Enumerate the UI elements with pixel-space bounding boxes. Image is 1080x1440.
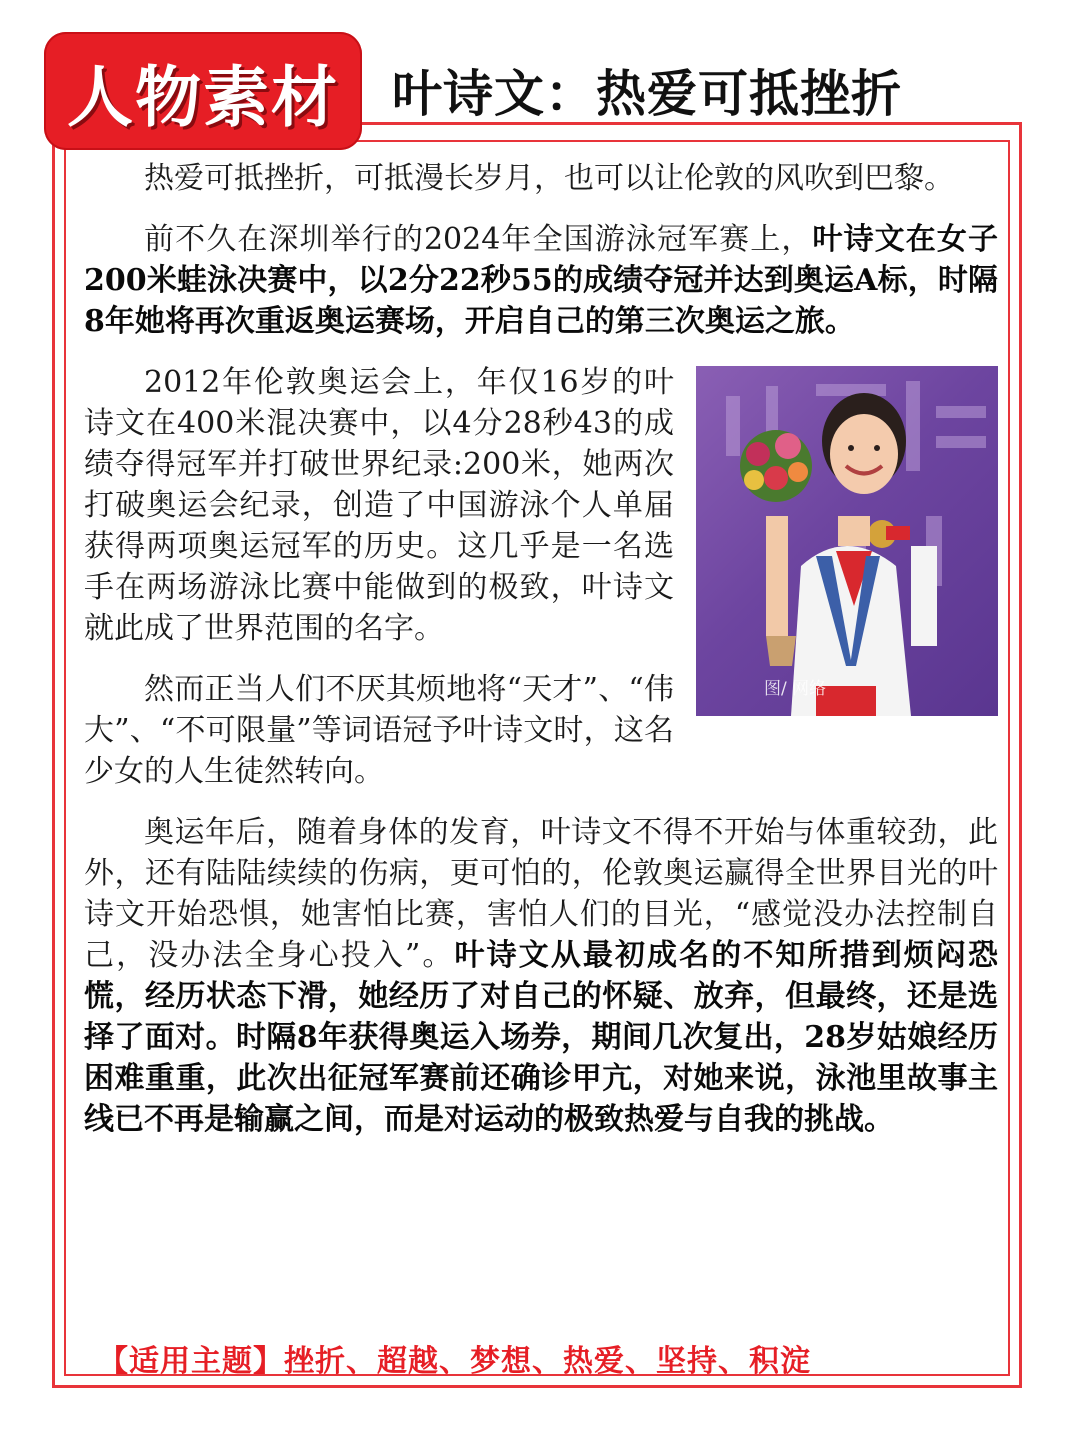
category-tag — [44, 32, 362, 150]
athlete-photo-illustration — [696, 366, 998, 716]
paragraph-4: 然而正当人们不厌其烦地将“天才”、“伟大”、“不可限量”等词语冠予叶诗文时，这名少女的人生徒然转向。 — [84, 672, 674, 789]
paragraph-2-bold: 叶诗文在女子200米蛙泳决赛中，以2分22秒55的成绩夺冠并达到奥运A标，时隔8年她将再次重返奥运赛场，开启自己的第三次奥运之旅。 — [84, 222, 998, 339]
paragraph-3-text: 2012年伦敦奥运会上，年仅16岁的叶诗文在400米混决赛中，以4分28秒43的成绩夺得冠军并打破世界纪录:200米，她两次打破奥运会纪录，创造了中国游泳个人单届获得两项奥运冠军的历史。这几乎是一名选手在两场游泳比赛中能做到的极致，叶诗文就此成了世界范围的名字。 — [84, 365, 674, 646]
paragraph-5 — [84, 812, 998, 1140]
paragraph-3 — [84, 362, 998, 699]
athlete-photo — [696, 366, 998, 716]
paragraph-1: 热爱可抵挫折，可抵漫长岁月，也可以让伦敦的风吹到巴黎。 — [144, 161, 954, 196]
page-title: 叶诗文：热爱可抵挫折 — [392, 65, 902, 123]
paragraph-2-text: 前不久在深圳举行的2024年全国游泳冠军赛上， — [144, 222, 813, 257]
category-tag-label: 人物素材 — [67, 58, 339, 136]
article-body — [84, 158, 998, 1140]
paragraph-5-bold: 叶诗文从最初成名的不知所措到烦闷恐慌，经历状态下滑，她经历了对自己的怀疑、放弃，但最终，还是选择了面对。时隔8年获得奥运入场券，期间几次复出，28岁姑娘经历困难重重，此次出征冠军赛前还确诊甲亢，对她来说，泳池里故事主线已不再是输赢之间，而是对运动的极致热爱与自我的挑战。 — [84, 938, 999, 1137]
paragraph-2 — [84, 219, 998, 342]
paragraph-5-text: 奥运年后，随着身体的发育，叶诗文不得不开始与体重较劲，此外，还有陆陆续续的伤病，更可怕的，伦敦奥运赢得全世界目光的叶诗文开始恐惧，她害怕比赛，害怕人们的目光，“感觉没办法控制自己，没办法全身心投入”。 — [84, 815, 998, 973]
photo-credit: 图/ 网络 — [764, 679, 827, 699]
applicable-themes: 【适用主题】挫折、超越、梦想、热爱、坚持、积淀 — [98, 1344, 811, 1379]
